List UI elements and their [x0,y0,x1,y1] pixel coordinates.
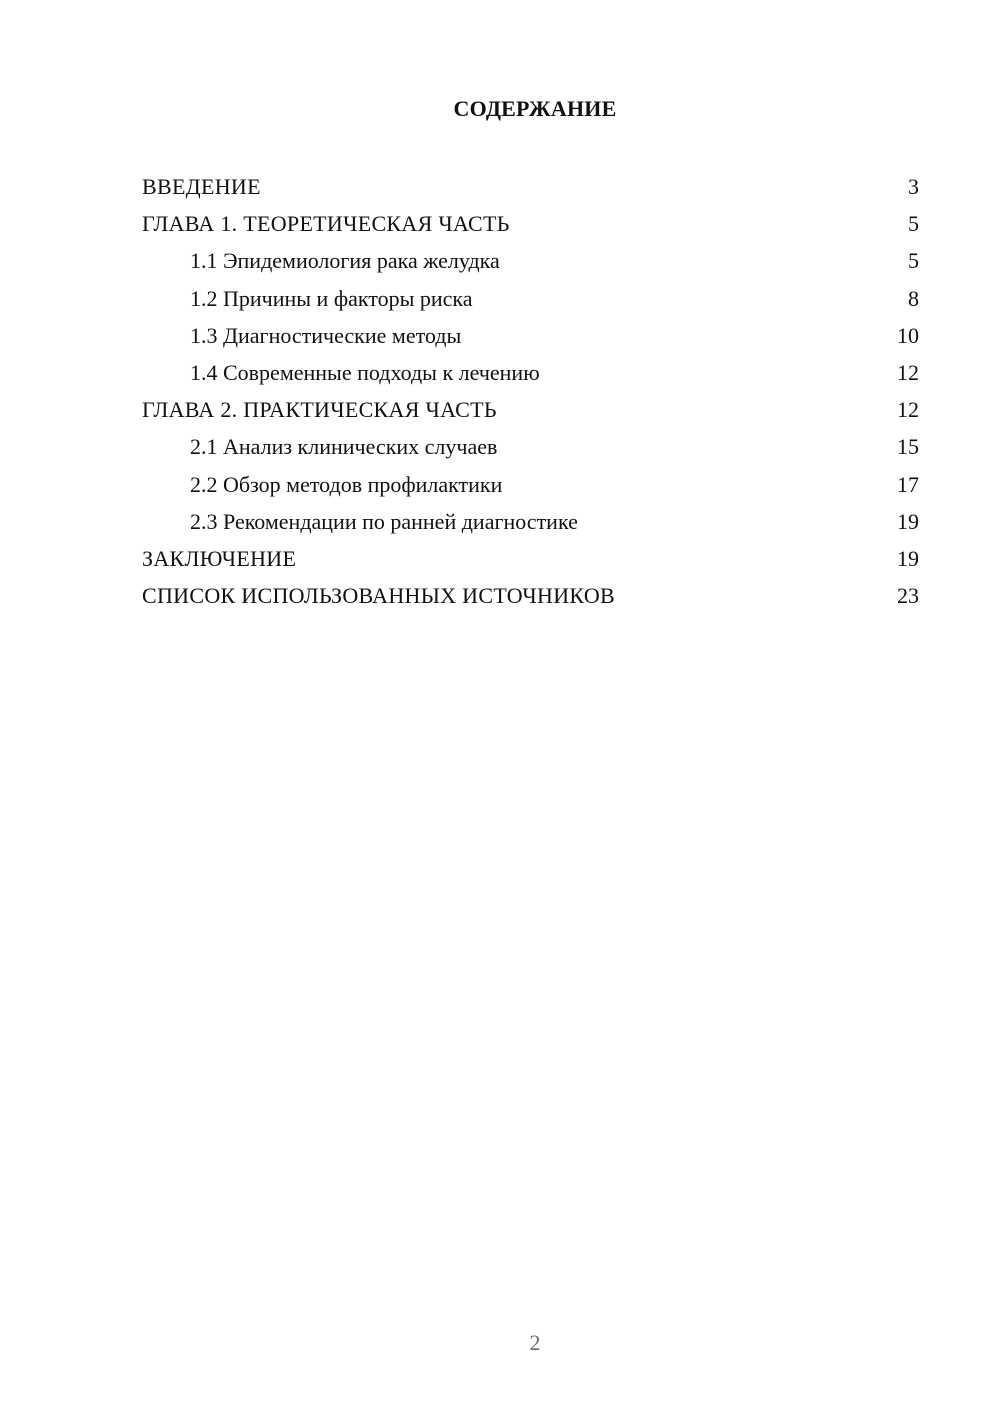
toc-entry-page: 23 [897,583,919,609]
toc-entry-label: ГЛАВА 1. ТЕОРЕТИЧЕСКАЯ ЧАСТЬ [142,211,510,237]
toc-entry-label: 2.3 Рекомендации по ранней диагностике [190,508,578,534]
toc-entry-page: 12 [897,397,919,423]
toc-entry-section-1-3[interactable] [142,317,919,354]
toc-entry-page: 8 [908,285,919,311]
page-number: 2 [529,1330,541,1355]
toc-entry-label: ВВЕДЕНИЕ [142,174,261,199]
toc-entry-chapter-2[interactable] [142,391,919,428]
toc-entry-page: 3 [908,174,919,199]
toc-entry-label: 1.3 Диагностические методы [190,322,462,348]
toc-entry-page: 5 [908,248,919,274]
toc-entry-page: 5 [908,211,919,237]
table-of-contents [142,168,919,614]
toc-entry-label: ЗАКЛЮЧЕНИЕ [142,545,297,571]
toc-entry-section-1-4[interactable] [142,354,919,391]
toc-entry-page: 19 [897,508,919,534]
toc-entry-page: 15 [897,434,919,460]
toc-entry-page: 10 [897,322,919,348]
toc-entry-page: 12 [897,359,919,385]
toc-entry-page: 17 [897,471,919,497]
toc-entry-section-1-1[interactable] [142,242,919,279]
toc-entry-chapter-1[interactable] [142,205,919,242]
toc-entry-section-2-3[interactable] [142,503,919,540]
toc-entry-label: 1.1 Эпидемиология рака желудка [190,248,500,274]
toc-entry-label: 1.4 Современные подходы к лечению [190,359,540,385]
toc-entry-label: 1.2 Причины и факторы риска [190,285,473,311]
page-title: СОДЕРЖАНИЕ [453,96,617,121]
toc-entry-label: 2.1 Анализ клинических случаев [190,434,498,460]
toc-entry-conclusion[interactable] [142,540,919,577]
toc-entry-label: 2.2 Обзор методов профилактики [190,471,503,497]
toc-entry-section-2-2[interactable] [142,466,919,503]
toc-entry-section-1-2[interactable] [142,280,919,317]
toc-entry-label: СПИСОК ИСПОЛЬЗОВАННЫХ ИСТОЧНИКОВ [142,583,615,609]
toc-entry-references[interactable] [142,577,919,614]
toc-entry-label: ГЛАВА 2. ПРАКТИЧЕСКАЯ ЧАСТЬ [142,397,497,423]
toc-entry-section-2-1[interactable] [142,428,919,465]
toc-entry-introduction[interactable] [142,168,919,205]
toc-entry-page: 19 [897,545,919,571]
